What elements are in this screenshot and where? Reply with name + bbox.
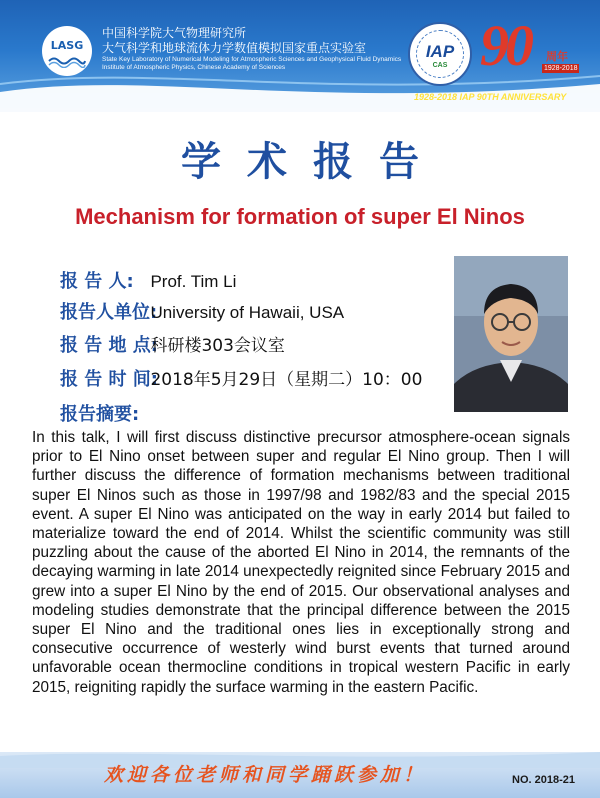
anniversary-logo <box>480 13 580 88</box>
talk-title: Mechanism for formation of super El Ninos <box>75 204 525 229</box>
time-value: 2018年5月29日（星期二）10：00 <box>150 370 423 390</box>
institute-en-line2: Institute of Atmospheric Physics, Chinese Academy of Sciences <box>102 64 286 71</box>
iap-logo-text: IAP <box>425 42 455 61</box>
institute-en-line1: State Key Laboratory of Numerical Modeling for Atmospheric Sciences and Geophysical Fluid Dynamics <box>102 56 402 63</box>
anniversary-years: 1928-2018 <box>544 65 578 72</box>
speaker-value: Prof. Tim Li <box>150 272 237 291</box>
speaker-photo <box>454 256 568 412</box>
institute-cn-line1: 中国科学院大气物理研究所 <box>102 26 247 40</box>
cas-logo-text: CAS <box>432 62 448 69</box>
speaker-portrait-icon <box>454 256 568 412</box>
lasg-logo-text: LASG <box>50 39 84 52</box>
speaker-row <box>60 268 236 296</box>
title-cn: 学术报告 <box>181 138 445 185</box>
anniversary-label: 周年 <box>546 50 568 63</box>
anniversary-number: 90 <box>480 13 530 78</box>
location-label: 报 告 地 点: <box>60 335 158 356</box>
time-row <box>60 366 422 394</box>
lasg-logo <box>42 26 92 76</box>
institute-cn-line2: 大气科学和地球流体力学数值模拟国家重点实验室 <box>102 41 367 55</box>
location-value: 科研楼303会议室 <box>150 336 285 356</box>
wave-icon <box>48 54 86 68</box>
time-label: 报 告 时 间: <box>60 369 158 390</box>
anniversary-banner: 1928-2018 IAP 90TH ANNIVERSARY <box>414 92 567 102</box>
affiliation-label: 报告人单位: <box>60 302 158 323</box>
institute-names <box>102 26 402 72</box>
affiliation-value: University of Hawaii, USA <box>150 303 345 322</box>
abstract-text: In this talk, I will first discuss distinctive precursor atmosphere-ocean signals prior to El Nino onset between super and regular El Nino group. Then I will further discuss the difference of formation mechanisms between traditional super El Ninos such as those in 1997/98 and 1982/83 and the special 2015 event. A super El Nino was anticipated on the way in early 2014 but failed to materialize toward the end of 2014. Whilst the scientific community was still puzzling about the cause of the aborted El Nino in 2014, the remnants of the decaying warming in late 2014 unexpectedly reignited since February 2015 and grew into a super El Nino by the end of 2015. Our observational analyses and modeling studies demonstrate that the principal difference between the 2015 super El Nino and the traditional ones lies in exceptionally strong and consecutive occurrence of westerly wind burst events that turned around unfavorable ocean thermocline conditions in tropical western Pacific in early 2015, reigniting rapidly the surface warming in the eastern Pacific. <box>32 429 570 696</box>
iap-logo <box>408 22 472 86</box>
welcome-message: 欢迎各位老师和同学踊跃参加！ <box>103 764 426 786</box>
speaker-label: 报 告 人: <box>60 271 134 292</box>
report-number: NO. 2018-21 <box>512 774 575 786</box>
affiliation-row <box>60 299 344 327</box>
location-row <box>60 332 285 360</box>
abstract-label: 报告摘要: <box>60 404 140 425</box>
